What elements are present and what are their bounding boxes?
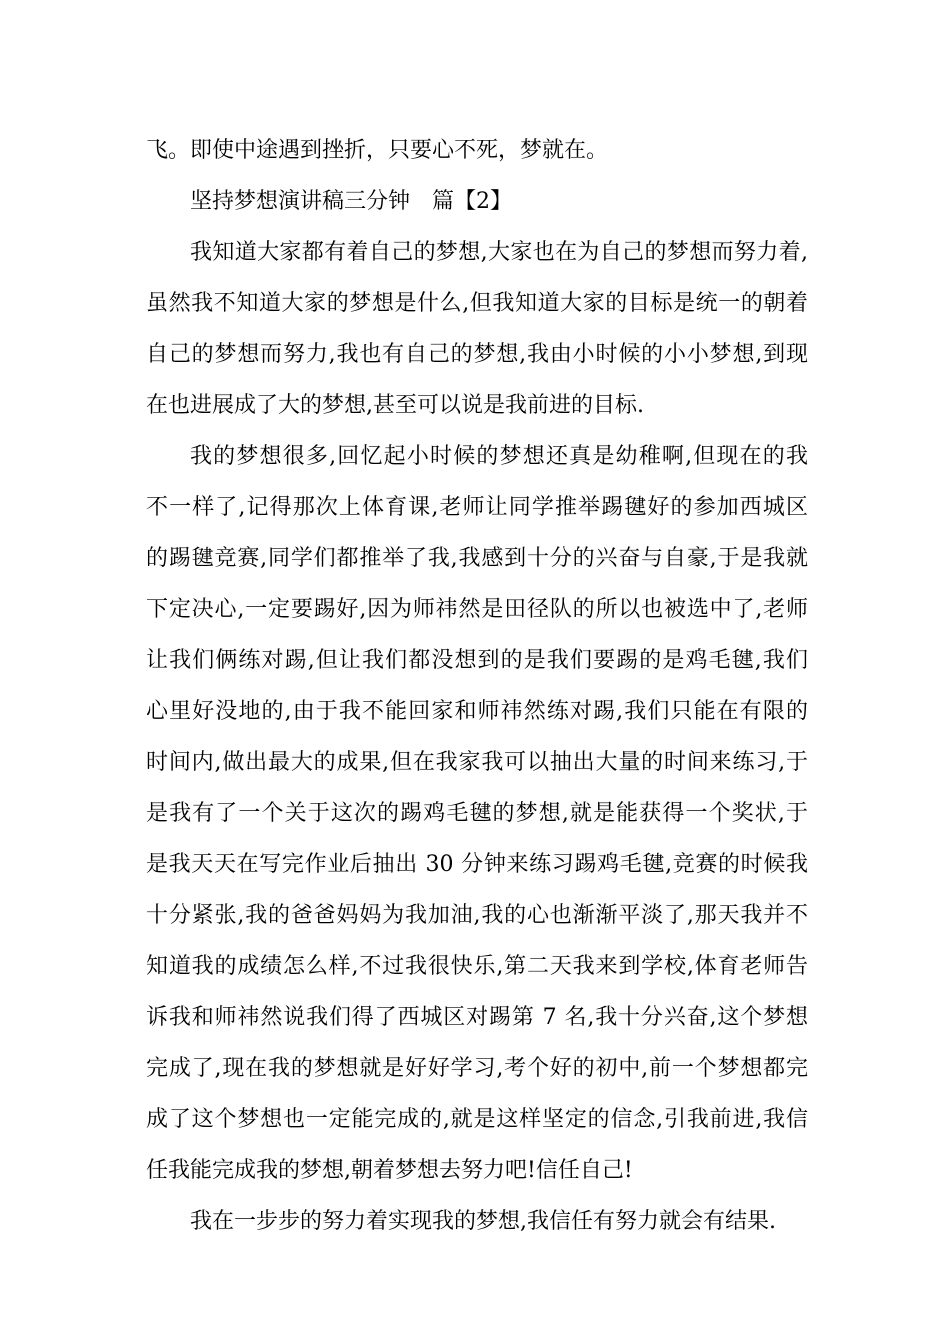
text-line-15: 是我天天在写完作业后抽出 30 分钟来练习踢鸡毛毽,竞赛的时候我 bbox=[146, 852, 808, 877]
text-line-18: 诉我和师祎然说我们得了西城区对踢第 7 名,我十分兴奋,这个梦想 bbox=[146, 1005, 808, 1030]
section-heading: 坚持梦想演讲稿三分钟 篇【2】 bbox=[190, 189, 512, 214]
text-line-5: 自己的梦想而努力,我也有自己的梦想,我由小时候的小小梦想,到现 bbox=[146, 342, 808, 367]
text-line-8: 不一样了,记得那次上体育课,老师让同学推举踢毽好的参加西城区 bbox=[146, 495, 808, 520]
text-line-19: 完成了,现在我的梦想就是好好学习,考个好的初中,前一个梦想都完 bbox=[146, 1056, 808, 1081]
text-line-22: 我在一步步的努力着实现我的梦想,我信任有努力就会有结果. bbox=[190, 1209, 776, 1234]
text-line-17: 知道我的成绩怎么样,不过我很快乐,第二天我来到学校,体育老师告 bbox=[146, 954, 808, 979]
text-line-9: 的踢毽竞赛,同学们都推举了我,我感到十分的兴奋与自豪,于是我就 bbox=[146, 546, 808, 571]
text-line-10: 下定决心,一定要踢好,因为师祎然是田径队的所以也被选中了,老师 bbox=[146, 597, 808, 622]
text-line-11: 让我们俩练对踢,但让我们都没想到的是我们要踢的是鸡毛毽,我们 bbox=[146, 648, 808, 673]
text-line-21: 任我能完成我的梦想,朝着梦想去努力吧!信任自己! bbox=[146, 1158, 633, 1183]
text-line-4: 虽然我不知道大家的梦想是什么,但我知道大家的目标是统一的朝着 bbox=[146, 291, 808, 316]
text-line-16: 十分紧张,我的爸爸妈妈为我加油,我的心也渐渐平淡了,那天我并不 bbox=[146, 903, 808, 928]
text-line-3: 我知道大家都有着自己的梦想,大家也在为自己的梦想而努力着, bbox=[190, 240, 808, 265]
text-line-20: 成了这个梦想也一定能完成的,就是这样坚定的信念,引我前进,我信 bbox=[146, 1107, 808, 1132]
text-line-6: 在也进展成了大的梦想,甚至可以说是我前进的目标. bbox=[146, 393, 644, 418]
text-line-7: 我的梦想很多,回忆起小时候的梦想还真是幼稚啊,但现在的我 bbox=[190, 444, 808, 469]
text-line-13: 时间内,做出最大的成果,但在我家我可以抽出大量的时间来练习,于 bbox=[146, 750, 808, 775]
text-line-14: 是我有了一个关于这次的踢鸡毛毽的梦想,就是能获得一个奖状,于 bbox=[146, 801, 808, 826]
text-line-12: 心里好没地的,由于我不能回家和师祎然练对踢,我们只能在有限的 bbox=[146, 699, 808, 724]
text-line-1: 飞。即使中途遇到挫折，只要心不死，梦就在。 bbox=[146, 138, 609, 163]
